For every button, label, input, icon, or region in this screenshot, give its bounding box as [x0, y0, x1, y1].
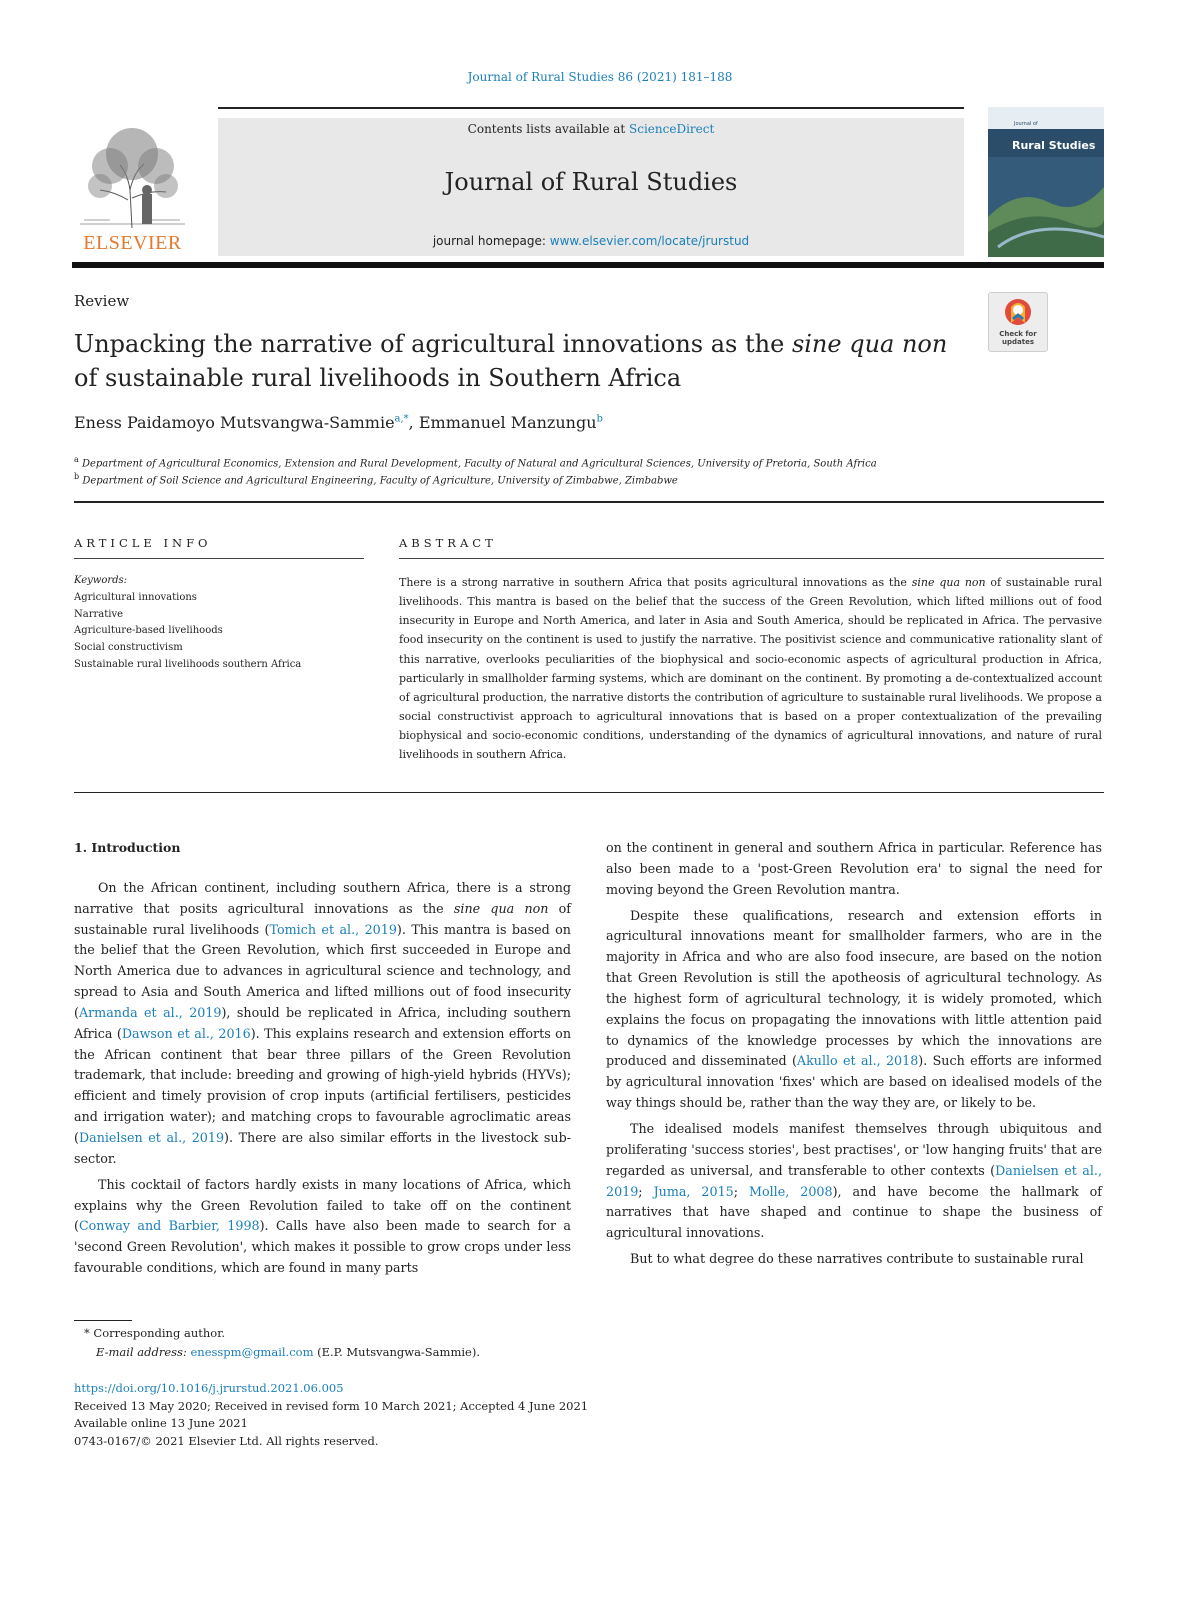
right-paragraph-2 [606, 906, 1102, 1114]
email-note [96, 1345, 480, 1359]
title-italic: sine qua non [791, 330, 948, 358]
affiliation-a-mark: a [74, 455, 79, 464]
keyword-item: Social constructivism [74, 642, 183, 654]
journal-name: Journal of Rural Studies [444, 168, 738, 196]
affiliation-b-text: Department of Soil Science and Agricultural Engineering, Faculty of Agriculture, University of Zimbabwe, Zimbabwe [82, 475, 678, 487]
text-run: ), and have become the hallmark of narratives that have shaped and continue to shape the business of agricultural innovations. [606, 1183, 1102, 1241]
text-run: ). Such efforts are informed by agricultural innovation 'fixes' which are based on idealised models of the way things should be, rather than the way they are, or likely to be. [606, 1053, 1102, 1111]
cover-small-text: Journal of [1014, 121, 1038, 127]
abstract-part-1: There is a strong narrative in southern Africa that posits agricultural innovations as the [399, 576, 912, 589]
affiliation-b [74, 472, 1104, 486]
affiliation-a [74, 455, 1104, 469]
text-run: ). There are also similar efforts in the livestock sub-sector. [74, 1129, 571, 1166]
text-run: ). Calls have also been made to search for a 'second Green Revolution', which makes it possible to grow crops under less favourable conditions, which are found in many parts [74, 1218, 571, 1276]
right-paragraph-1: on the continent in general and southern Africa in particular. Reference has also been made to a 'post-Green Revolution era' to signal the need for moving beyond the Green Revolution mantra. [606, 840, 1102, 897]
keyword-item: Sustainable rural livelihoods southern Africa [74, 658, 302, 670]
homepage-prefix: journal homepage: [432, 234, 550, 248]
cover-topbar [988, 107, 1104, 129]
header-bottom-rule [72, 262, 1104, 268]
doi-link[interactable]: https://doi.org/10.1016/j.jrurstud.2021.06.005 [74, 1381, 344, 1395]
citation-link[interactable]: Juma, 2015 [653, 1183, 734, 1199]
received-dates: Received 13 May 2020; Received in revised form 10 March 2021; Accepted 4 June 2021 [74, 1398, 589, 1413]
body-left-column [74, 838, 571, 1279]
author-separator: , [408, 413, 419, 432]
title-part-1: Unpacking the narrative of agricultural innovations as the [74, 330, 792, 358]
article-type: Review [74, 292, 130, 310]
footnote-rule [74, 1320, 132, 1321]
journal-homepage-link[interactable]: www.elsevier.com/locate/jrurstud [549, 234, 750, 248]
article-info-heading: ARTICLE INFO [74, 536, 212, 550]
abstract-part-2: of sustainable rural livelihoods. This mantra is based on the belief that the success of the Green Revolution, which lifted millions out of food insecurity in Europe and North America, and later in Asia and South America, should be replicated in Africa. The pervasive food insecurity on the continent is used to justify the narrative. The positivist science and communicative rationality slant of this narrative, overlooks peculiarities of the biophysical and socio-economic aspects of agricultural production in Africa, particularly in smallholder farming systems, which are dominant on the continent. By promoting a de-contextualized account of agricultural production, the narrative distorts the contribution of agriculture to sustainable rural livelihoods. We propose a social constructivist approach to agricultural innovations that is based on a proper contextualization of the prevailing biophysical and socio-economic conditions, understanding of the dynamics of agricultural innovations, and nature of rural livelihoods in southern Africa. [399, 576, 1103, 762]
corresponding-text: Corresponding author. [93, 1326, 226, 1340]
author-1-affiliation-marks[interactable]: a,* [394, 413, 409, 425]
available-online: Available online 13 June 2021 [74, 1416, 248, 1430]
right-paragraph-4: But to what degree do these narratives contribute to sustainable rural [630, 1251, 1084, 1267]
citation-link[interactable]: Molle, 2008 [749, 1183, 833, 1199]
sciencedirect-link[interactable]: ScienceDirect [629, 122, 715, 136]
text-run: Despite these qualifications, research and extension efforts in agricultural innovations meant for smallholder farmers, who are in the majority in Africa and who are also food insecure, are based on the notion that Green Revolution is still the apotheosis of agricultural technology. As the highest form of agricultural technology, it is widely promoted, which explains the focus on propagating the innovations with little attention paid to dynamics of the knowledge processes by which the innovations are produced and disseminated ( [606, 907, 1102, 1069]
contents-line [218, 122, 964, 136]
text-italic: sine qua non [453, 900, 549, 916]
elsevier-wordmark: ELSEVIER [83, 232, 182, 254]
keyword-item: Narrative [74, 608, 124, 620]
check-for-updates-label: Check for updates [999, 330, 1037, 346]
article-title [74, 327, 974, 395]
abstract-heading: ABSTRACT [399, 536, 497, 550]
citation-link[interactable]: Danielsen et al., 2019 [78, 1129, 225, 1145]
journal-cover-thumbnail[interactable] [988, 107, 1104, 257]
text-run: ; [733, 1183, 749, 1199]
citation-link[interactable]: Danielsen et al., 2019 [606, 1162, 1102, 1199]
corresponding-mark: * [84, 1326, 90, 1340]
text-run: The idealised models manifest themselves through ubiquitous and proliferating 'success stories', best practises', or 'low hanging fruits' that are regarded as universal, and transferable to other contexts ( [606, 1120, 1102, 1178]
affiliation-b-mark: b [74, 472, 80, 481]
text-run: ). This explains research and extension efforts on the African continent that bear three pillars of the Green Revolution trademark, that include: breeding and growing of high-yield hybrids (HYVs); efficient and timely provision of crop inputs (artificial fertilisers, pesticides and irrigation water); and matching crops to favourable agroclimatic areas ( [74, 1025, 571, 1145]
cover-landscape-image [988, 157, 1104, 257]
author-list [74, 413, 1074, 432]
contents-prefix: Contents lists available at [467, 122, 630, 136]
keywords-block [74, 573, 364, 674]
corresponding-author-note [84, 1326, 225, 1340]
keyword-item: Agriculture-based livelihoods [74, 625, 223, 637]
title-part-2: of sustainable rural livelihoods in Southern Africa [74, 364, 682, 392]
crossmark-icon [989, 293, 1047, 331]
author-email-link[interactable]: enesspm@gmail.com [190, 1345, 314, 1359]
keywords-label: Keywords: [74, 575, 128, 586]
abstract-italic: sine qua non [911, 576, 986, 589]
copyright-line: 0743-0167/© 2021 Elsevier Ltd. All rights reserved. [74, 1433, 379, 1448]
right-paragraph-3 [606, 1119, 1102, 1244]
abstract-rule [399, 558, 1104, 559]
keyword-item: Agricultural innovations [74, 591, 197, 603]
text-run: ), should be replicated in Africa, including southern Africa ( [74, 1004, 571, 1041]
email-label: E-mail address: [96, 1345, 187, 1359]
check-for-updates-badge[interactable] [988, 292, 1048, 352]
author-2[interactable]: Emmanuel Manzungu [418, 413, 597, 432]
header-top-rule [218, 107, 964, 109]
citation-link[interactable]: Conway and Barbier, 1998 [78, 1218, 260, 1234]
author-1[interactable]: Eness Paidamoyo Mutsvangwa-Sammie [74, 413, 395, 432]
affiliations-rule [74, 501, 1104, 503]
body-right-column [606, 838, 1102, 1270]
text-run: ). This mantra is based on the belief that the Green Revolution, which first succeeded in Europe and North America due to advances in agricultural science and technology, and spread to Asia and South America and lifted millions out of food insecurity ( [74, 921, 571, 1020]
intro-paragraph-2 [74, 1175, 571, 1279]
publication-info [74, 1380, 588, 1450]
text-run: of sustainable rural livelihoods ( [74, 900, 571, 937]
homepage-line [218, 234, 964, 248]
affiliation-a-text: Department of Agricultural Economics, Extension and Rural Development, Faculty of Natural and Agricultural Sciences, University of Pretoria, South Africa [81, 458, 877, 470]
text-run: ; [638, 1183, 654, 1199]
email-suffix: (E.P. Mutsvangwa-Sammie). [313, 1345, 480, 1359]
citation-link[interactable]: Tomich et al., 2019 [269, 921, 397, 937]
abstract-text [399, 573, 1102, 765]
intro-paragraph-1 [74, 878, 571, 1170]
author-2-affiliation-mark[interactable]: b [596, 413, 603, 425]
citation-link[interactable]: Akullo et al., 2018 [796, 1053, 919, 1069]
section-heading-introduction: 1. Introduction [74, 840, 181, 855]
running-head[interactable]: Journal of Rural Studies 86 (2021) 181–188 [467, 70, 733, 84]
citation-link[interactable]: Dawson et al., 2016 [121, 1025, 251, 1041]
cover-title: Rural Studies [1012, 139, 1096, 152]
citation-link[interactable]: Armanda et al., 2019 [78, 1004, 222, 1020]
text-run: On the African continent, including southern Africa, there is a strong narrative that posits agricultural innovations as the [74, 879, 571, 916]
abstract-bottom-rule [74, 792, 1104, 793]
article-info-rule [74, 558, 364, 559]
text-run: This cocktail of factors hardly exists in many locations of Africa, which explains why the Green Revolution failed to take off on the continent ( [74, 1176, 571, 1234]
